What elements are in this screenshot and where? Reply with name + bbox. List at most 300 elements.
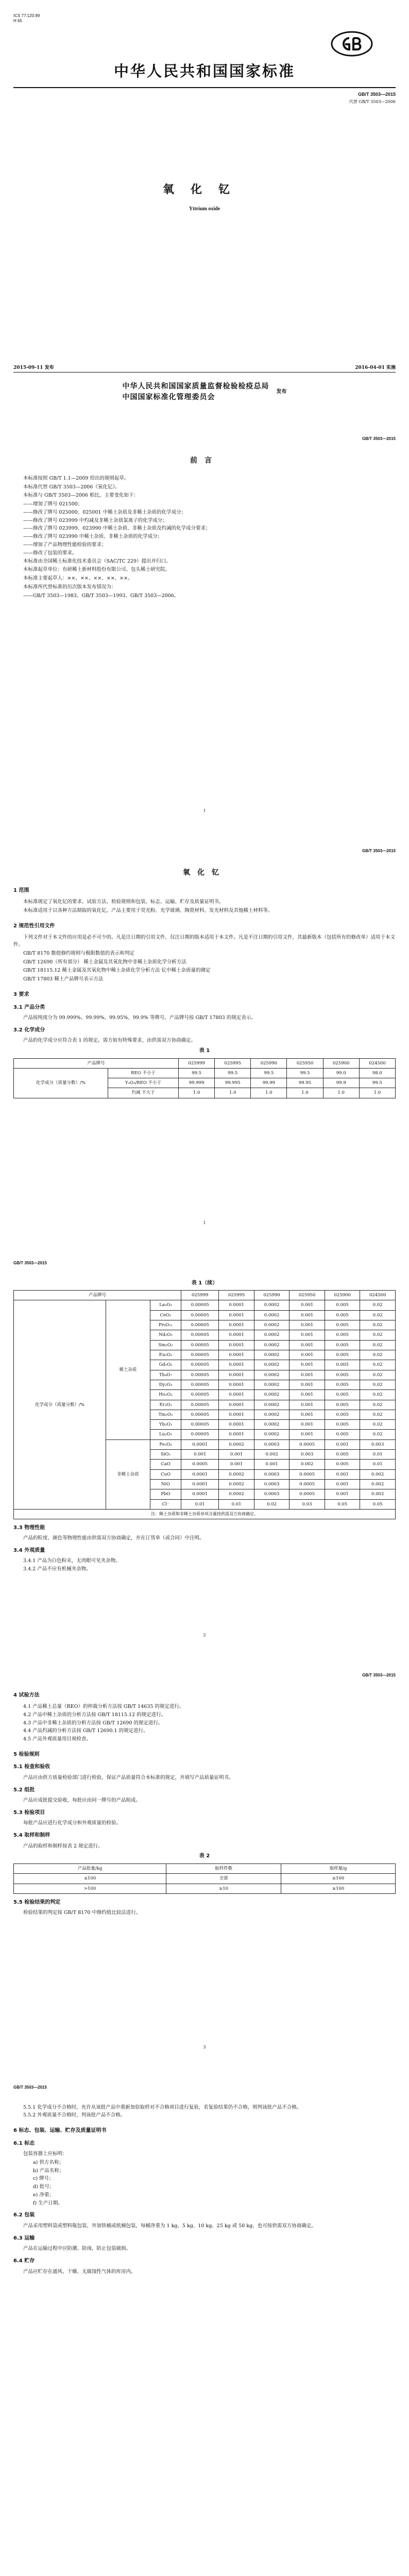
table-cell: 0.02 [360, 1360, 396, 1370]
table-header-cell: 产品批量/kg [14, 1863, 166, 1873]
paragraph: 本标准规定了氧化钇的要求、试验方法、检验规则和包装、标志、运输、贮存及质量证明书。 [23, 899, 224, 905]
table-body [14, 1874, 396, 1894]
table-cell: 0.0001 [219, 1410, 254, 1419]
reference: GB/T 17803 稀土产品牌号表示方法 [23, 976, 104, 982]
table-header-row [14, 1058, 396, 1068]
table-cell: 0.0002 [219, 1439, 254, 1449]
paragraph: ——修改了牌号 025000、025001 中稀土杂质及非稀土杂质的化学成分； [23, 509, 186, 515]
section-1-title: 1 范围 [13, 887, 29, 893]
table-cell: 1.0 [179, 1088, 215, 1098]
table-row [14, 1068, 396, 1078]
table-cell: Eu₂O₃ [150, 1350, 181, 1360]
table-cell: 0.0001 [181, 1439, 219, 1449]
product-name-en: Yttrium oxide [189, 206, 220, 212]
paragraph: 本标准按照 GB/T 1.1—2009 给出的规则起草。 [23, 475, 129, 481]
table-cell: 1.0 [251, 1088, 287, 1098]
table-header-cell: 025950 [289, 1291, 325, 1300]
table-cell: 99.5 [287, 1068, 323, 1078]
table-cell: SiO₂ [150, 1450, 181, 1460]
reference: GB/T 18115.12 稀土金属及其氧化物中稀土杂质化学分析方法 钇中稀土杂质量的测定 [23, 968, 211, 974]
clause: 4.3 产品中非稀土杂质的分析方法按 GB/T 12690 的规定进行。 [23, 1720, 163, 1726]
page-number: I [203, 808, 206, 814]
page-number: 2 [203, 1633, 206, 1638]
table-cell: 0.002 [254, 1450, 289, 1460]
table-cell: 0.00005 [181, 1310, 219, 1320]
table-cell: 0.02 [360, 1390, 396, 1400]
table-cell: 0.02 [360, 1410, 396, 1419]
table-cell: 0.02 [360, 1340, 396, 1350]
table-header-cell: 025900 [323, 1058, 359, 1068]
content-page-4 [0, 2071, 409, 2483]
list-item: e) 净重； [33, 2192, 54, 2198]
table-cell: 0.0002 [219, 1480, 254, 1489]
replaces-note: 代替 GB/T 3503—2006 [349, 99, 396, 104]
paragraph: 产品按纯度分为 99.999%、99.99%、99.95%、99.9% 等牌号，产品牌号按 GB/T 17803 的规定表示。 [23, 1015, 256, 1021]
page-header: GB/T 3503—2015 [362, 436, 396, 441]
table-cell: 0.001 [325, 1489, 360, 1499]
clause: 3.4.1 产品为白色粉末，无肉眼可见夹杂物。 [23, 1558, 121, 1564]
table-row [14, 1874, 396, 1884]
table-cell: 0.0001 [219, 1330, 254, 1340]
table-cell: 0.00005 [181, 1400, 219, 1410]
cover-page [0, 0, 409, 422]
table-header-cell: 取样件数 [166, 1863, 281, 1873]
table-cell: 0.0001 [181, 1469, 219, 1479]
table-cell: 0.0002 [254, 1310, 289, 1320]
issuers [0, 381, 409, 403]
clause: 5.5.1 化学成分不合格时，允许从该批产品中重新加倍取样对不合格项目进行复验，若复验结果仍不合格，则判该批产品不合格。 [23, 2104, 302, 2110]
table-cell: ≥10 [166, 1884, 281, 1893]
table-group-cell: 非稀土杂质 [106, 1439, 150, 1509]
table-cell: 0.00005 [181, 1380, 219, 1389]
clause: 4.5 产品外观质量用目视检查。 [23, 1736, 92, 1742]
subsection-title: 3.1 产品分类 [13, 1004, 45, 1010]
subsection-title: 6.4 贮存 [13, 2258, 35, 2264]
section-6-title: 6 标志、包装、运输、贮存及质量证明书 [13, 2128, 107, 2134]
table-cell: 0.02 [360, 1380, 396, 1389]
table-cell: 0.005 [325, 1430, 360, 1439]
table-cell: ≥100 [281, 1884, 396, 1893]
gb-logo-icon [331, 31, 373, 57]
table-cell: 0.00005 [181, 1320, 219, 1330]
implementation-date: 2016-04-01 实施 [355, 365, 396, 370]
table-cell: Yb₂O₃ [150, 1420, 181, 1430]
clause: 4.4 产品灼减的分析方法按 GB/T 12690.1 的规定进行。 [23, 1728, 148, 1734]
table-cell: 0.001 [289, 1310, 325, 1320]
table-cell: 0.003 [360, 1439, 396, 1449]
page-header: GB/T 3503—2015 [362, 1673, 396, 1677]
table-note-row [14, 1509, 396, 1519]
table-cell: 0.00005 [181, 1430, 219, 1439]
subsection-title: 5.5 检验结果的判定 [13, 1899, 61, 1905]
table-header-cell: 025900 [325, 1291, 360, 1300]
table-cell: 0.005 [325, 1460, 360, 1469]
table-cell: 0.0001 [181, 1480, 219, 1489]
table-cell: 0.002 [360, 1489, 396, 1499]
paragraph: ——修改了牌号 023990 中稀土杂质、非稀土杂质的化学成分； [23, 534, 163, 540]
table-cell: 0.01 [360, 1460, 396, 1469]
table-cell: 99.995 [215, 1078, 251, 1088]
table-cell: 0.001 [289, 1410, 325, 1419]
clause: 5.5.2 外观质量不合格时，判该批产品不合格。 [23, 2112, 126, 2119]
table-cell: 0.03 [289, 1499, 325, 1509]
table-cell: 0.01 [360, 1450, 396, 1460]
table-cell: 0.0003 [254, 1439, 289, 1449]
foreword-body [13, 475, 396, 599]
clause: 4.2 产品中稀土杂质的分析方法按 GB/T 18115.12 的规定进行。 [23, 1711, 166, 1718]
paragraph: 产品的取样和制样按表 2 规定进行。 [23, 1843, 103, 1849]
table-cell: 0.0002 [254, 1370, 289, 1380]
product-name: 氧化钇 [162, 183, 246, 197]
table-cell: REO 不小于 [108, 1068, 179, 1078]
cover-dates [13, 365, 396, 371]
paragraph: 下列文件对于本文件的应用是必不可少的。凡是注日期的引用文件，仅注日期的版本适用于本文件。凡是不注日期的引用文件，其最新版本（包括所有的修改单）适用于本文件。 [13, 935, 396, 948]
table-cell: 0.0001 [219, 1370, 254, 1380]
page-header: GB/T 3503—2015 [13, 2085, 47, 2090]
table-cell: 0.001 [289, 1390, 325, 1400]
table-cell: 0.0003 [254, 1480, 289, 1489]
table-cell: 0.02 [360, 1310, 396, 1320]
table-cell: 0.0001 [219, 1400, 254, 1410]
paragraph: 产品应贮存在通风、干燥、无腐蚀性气体的库房内。 [23, 2268, 136, 2275]
table-cell: 0.0001 [219, 1360, 254, 1370]
table-cell: Gd₂O₃ [150, 1360, 181, 1370]
table-cell: 0.0002 [219, 1489, 254, 1499]
issuer-2: 中国国家标准化管理委员会 [122, 393, 215, 401]
table-cell: ≥100 [281, 1874, 396, 1884]
table-cell: >100 [14, 1884, 166, 1893]
table-group-cell: 稀土杂质 [106, 1300, 150, 1439]
ccs-code: H 65 [13, 19, 22, 24]
table-cell: 0.0001 [219, 1310, 254, 1320]
table-cell: Fe₂O₃ [150, 1439, 181, 1449]
ics-code: ICS 77.120.99 [13, 13, 40, 18]
table-cell: Dy₂O₃ [150, 1380, 181, 1389]
table-header-cell: 产品牌号 [14, 1291, 181, 1300]
table-cell: 0.02 [360, 1320, 396, 1330]
paragraph: 产品的化学成分应符合表 1 的规定。需方如有特殊要求，由供需双方协商确定。 [23, 1038, 196, 1044]
paragraph: 本标准代替 GB/T 3503—2006《氧化钇》。 [23, 484, 120, 490]
table-cell: 0.002 [360, 1480, 396, 1489]
table-cell: 0.0001 [219, 1300, 254, 1310]
table-cell: 0.02 [360, 1420, 396, 1430]
table-cell: 0.0003 [254, 1489, 289, 1499]
subsection-title: 5.1 检查和验收 [13, 1764, 50, 1770]
table-cell: 0.0001 [219, 1340, 254, 1350]
table-header-cell: 025990 [254, 1291, 289, 1300]
table-cell: 0.0002 [254, 1410, 289, 1419]
table-cell: CuO [150, 1469, 181, 1479]
table-cell: 化学成分（质量分数）/% [14, 1068, 108, 1098]
subsection-title: 3.2 化学成分 [13, 1027, 45, 1033]
clause: 3.4.2 产品不应有机械夹杂物。 [23, 1566, 91, 1572]
table-cell: 0.001 [325, 1480, 360, 1489]
table-cell: Nd₂O₃ [150, 1330, 181, 1340]
subsection-title: 3.3 物理性能 [13, 1524, 45, 1531]
table-cell: 0.00005 [181, 1410, 219, 1419]
page-header: GB/T 3503—2015 [362, 849, 396, 853]
paragraph: 产品的粒度、颜色等物理性能由供需双方协商确定，并在订货单（或合同）中注明。 [23, 1535, 204, 1541]
table-cell: 0.0001 [219, 1390, 254, 1400]
table-cell: PbO [150, 1489, 181, 1499]
table-cell: 0.0002 [254, 1380, 289, 1389]
section-5-title: 5 检验规则 [13, 1751, 40, 1757]
table-cell: 0.001 [219, 1450, 254, 1460]
paragraph: ——GB/T 3503—1983、GB/T 3503—1993、GB/T 3503—2006。 [23, 592, 179, 599]
table-cell: 0.0002 [254, 1390, 289, 1400]
table-header-cell: 取样量/g [281, 1863, 396, 1873]
table-header-cell: 025999 [181, 1291, 219, 1300]
subsection-title: 5.4 取样和制样 [13, 1833, 50, 1839]
body-title: 氧化钇 [183, 868, 226, 877]
table-cell: 0.0002 [254, 1430, 289, 1439]
table-cell: 0.001 [254, 1460, 289, 1469]
table-cell: 0.05 [360, 1499, 396, 1509]
table-cell: 0.001 [219, 1460, 254, 1469]
table-cell: 0.00005 [181, 1340, 219, 1350]
subsection-title: 5.3 检验项目 [13, 1809, 45, 1816]
paragraph: 本标准与 GB/T 3503—2006 相比，主要变化如下： [23, 493, 139, 499]
table-cell: 0.001 [289, 1400, 325, 1410]
paragraph: 本标准所代替标准的历次版本发布情况为： [23, 584, 116, 590]
table-cell: 0.005 [325, 1360, 360, 1370]
table-cell: 0.0005 [289, 1480, 325, 1489]
content-page-2 [0, 1247, 409, 1659]
table-cell: 0.0002 [254, 1350, 289, 1360]
table-header-cell: 025990 [251, 1058, 287, 1068]
list-item: f) 生产日期。 [33, 2200, 63, 2206]
table-cell: 0.01 [219, 1499, 254, 1509]
table-cell: 1.0 [215, 1088, 251, 1098]
composition-table [13, 1058, 396, 1098]
reference: GB/T 12690（所有部分） 稀土金属及其氧化物中非稀土杂质化学分析方法 [23, 959, 186, 965]
page-number: 1 [203, 1221, 206, 1226]
paragraph: ——增加了牌号 021500； [23, 501, 83, 507]
paragraph: 包装容器上应标明： [23, 2151, 67, 2157]
paragraph: 产品应由供方质量检验部门进行检验，保证产品质量符合本标准的规定，并填写产品质量证明书。 [23, 1774, 234, 1781]
table-cell: 99.95 [287, 1078, 323, 1088]
table-cell: 0.005 [325, 1420, 360, 1430]
table-cell: 0.0002 [254, 1330, 289, 1340]
table-cell: 0.0002 [254, 1320, 289, 1330]
subsection-title: 6.3 运输 [13, 2235, 35, 2241]
table-cell: 0.001 [325, 1439, 360, 1449]
table-cell: 0.005 [325, 1340, 360, 1350]
table-cell: 0.01 [181, 1499, 219, 1509]
table-cell: 0.02 [360, 1400, 396, 1410]
paragraph: 产品应成批提交验收，每批应由同一牌号的产品组成。 [23, 1798, 141, 1804]
section-4-title: 4 试验方法 [13, 1692, 40, 1698]
table-cell: 0.005 [325, 1370, 360, 1380]
section-2-title: 2 规范性引用文件 [13, 923, 55, 929]
table-note: 注：稀土杂质和非稀土杂质单项含量按供需双方协商确定。 [14, 1509, 396, 1519]
paragraph: 本标准主要起草人：××、××、××、××、××。 [23, 575, 133, 582]
paragraph: ——增加了产品物理性能检验的要求； [23, 542, 107, 548]
paragraph: ——修改了牌号 023999、023990 中稀土杂质、非稀土杂质及灼减的化学成分要求； [23, 526, 211, 532]
table-row [14, 1300, 396, 1310]
table-group-cell: 化学成分（质量分数）/% [14, 1300, 106, 1510]
table-cell: 0.0002 [254, 1340, 289, 1350]
table-cell: 0.00005 [181, 1370, 219, 1380]
table-header-cell: 025995 [215, 1058, 251, 1068]
standard-title: 中华人民共和国国家标准 [113, 62, 295, 80]
table-caption: 表 1 [199, 1048, 210, 1054]
table-cell: 1.0 [323, 1088, 359, 1098]
subsection-title: 6.2 包装 [13, 2212, 35, 2218]
table-cell: 0.005 [325, 1350, 360, 1360]
paragraph: 每批产品应进行化学成分和外观质量的检验。 [23, 1820, 122, 1826]
table-cell: 98.0 [359, 1068, 395, 1078]
table-cell: 0.0003 [254, 1469, 289, 1479]
list-item: d) 批号； [33, 2184, 55, 2190]
table-header-cell: 024500 [359, 1058, 395, 1068]
table-cell: 0.0001 [219, 1430, 254, 1439]
table-cell: 0.001 [289, 1350, 325, 1360]
classification-codes [13, 13, 396, 24]
table-cell: 0.001 [289, 1300, 325, 1310]
paragraph: ——修改了牌号 023999 中灼减及非稀土杂质氯离子的化学成分； [23, 517, 167, 523]
table-cell: 0.0002 [219, 1469, 254, 1479]
table-cell: 0.005 [325, 1450, 360, 1460]
table-cell: 0.001 [289, 1340, 325, 1350]
issue-date: 2015-09-11 发布 [13, 365, 54, 370]
section-3-title: 3 要求 [13, 992, 29, 998]
table-cell: Tm₂O₃ [150, 1410, 181, 1419]
paragraph: 本标准起草单位：有研稀土新材料股份有限公司、包头稀土研究院。 [23, 567, 171, 573]
table-cell: 0.02 [360, 1330, 396, 1340]
table-cell: 99.0 [323, 1068, 359, 1078]
table-cell: 0.005 [325, 1410, 360, 1419]
table-cell: 0.001 [289, 1320, 325, 1330]
list-item: b) 产品名称； [33, 2167, 64, 2174]
table-cell: 0.0005 [289, 1489, 325, 1499]
table-cell: 0.001 [289, 1420, 325, 1430]
subsection-title: 5.2 组批 [13, 1787, 35, 1793]
composition-table-continued [13, 1290, 396, 1519]
table-header-cell: 产品牌号 [14, 1058, 179, 1068]
standard-code: GB/T 3503—2015 [357, 91, 396, 97]
table-cell: 0.001 [289, 1430, 325, 1439]
table-cell: 全部 [166, 1874, 281, 1884]
foreword-page [0, 422, 409, 835]
paragraph: 本标准适用于以各种方法制取的氧化钇，产品主要用于荧光粉、光学玻璃、陶瓷材料、发光材料及其他稀土材料等。 [23, 908, 273, 914]
table-cell: 0.002 [360, 1469, 396, 1479]
table-cell: 灼减 不大于 [108, 1088, 179, 1098]
table-cell: 0.001 [289, 1330, 325, 1340]
table-caption: 表 1（续） [191, 1280, 218, 1286]
table-header-cell: 025950 [287, 1058, 323, 1068]
table-cell: Tb₄O₇ [150, 1370, 181, 1380]
table-cell: 0.0001 [219, 1350, 254, 1360]
table-cell: 1.0 [359, 1088, 395, 1098]
table-body [14, 1300, 396, 1519]
table-cell: Pr₆O₁₁ [150, 1320, 181, 1330]
issuer-tag: 发布 [276, 388, 287, 395]
sampling-table [13, 1863, 396, 1894]
table-cell: 0.0002 [254, 1400, 289, 1410]
table-header-cell: 025999 [179, 1058, 215, 1068]
issuer-1: 中华人民共和国国家质量监督检验检疫总局 [122, 382, 269, 391]
table-cell: La₂O₃ [150, 1300, 181, 1310]
table-cell: 0.005 [325, 1380, 360, 1389]
paragraph: ——修改了包装的要求。 [23, 550, 77, 556]
cover-rule [13, 87, 396, 88]
table-cell: 0.02 [360, 1430, 396, 1439]
table-cell: 0.0002 [254, 1300, 289, 1310]
page-header: GB/T 3503—2015 [13, 1261, 47, 1265]
table-cell: 0.0001 [181, 1489, 219, 1499]
table-cell: 0.005 [325, 1400, 360, 1410]
table-body [14, 1068, 396, 1098]
table-cell: 0.0002 [254, 1360, 289, 1370]
table-cell: 0.02 [360, 1300, 396, 1310]
table-cell: 0.001 [289, 1370, 325, 1380]
table-cell: 0.0001 [219, 1420, 254, 1430]
foreword-title: 前言 [190, 456, 219, 465]
table-cell: 0.005 [325, 1320, 360, 1330]
table-cell: 0.005 [325, 1390, 360, 1400]
table-cell: 0.001 [289, 1360, 325, 1370]
table-caption: 表 2 [199, 1853, 210, 1859]
table-header-row [14, 1863, 396, 1873]
paragraph: 本标准由全国稀土标准化技术委员会（SAC/TC 229）提出并归口。 [23, 558, 171, 564]
table-cell: NiO [150, 1480, 181, 1489]
clause: 4.1 产品稀土总量（REO）的仲裁分析方法按 GB/T 14635 的规定进行。 [23, 1704, 184, 1710]
table-cell: 99.9 [323, 1078, 359, 1088]
table-cell: 0.001 [181, 1450, 219, 1460]
subsection-title: 6.1 标志 [13, 2140, 35, 2146]
table-cell: 0.00005 [181, 1350, 219, 1360]
table-cell: 99.5 [251, 1068, 287, 1078]
table-cell: 99.5 [359, 1078, 395, 1088]
table-cell: 0.005 [325, 1330, 360, 1340]
table-cell: 0.0001 [219, 1320, 254, 1330]
table-cell: 0.003 [289, 1450, 325, 1460]
table-cell: 1.0 [287, 1088, 323, 1098]
reference: GB/T 8170 数值修约规则与极限数值的表示和判定 [23, 950, 134, 956]
table-cell: 0.0005 [181, 1460, 219, 1469]
table-header-row [14, 1291, 396, 1300]
content-page-3 [0, 1659, 409, 2071]
table-cell: 0.00005 [181, 1420, 219, 1430]
content-page-1 [0, 835, 409, 1247]
list-item: c) 牌号； [33, 2176, 54, 2182]
table-cell: 0.005 [325, 1300, 360, 1310]
table-cell: Lu₂O₃ [150, 1430, 181, 1439]
table-header-cell: 025995 [219, 1291, 254, 1300]
table-cell: 99.5 [215, 1068, 251, 1078]
table-cell: 99.999 [179, 1078, 215, 1088]
list-item: a) 供方名称； [33, 2159, 64, 2165]
table-cell: 0.00005 [181, 1390, 219, 1400]
table-cell: 0.002 [289, 1460, 325, 1469]
table-header-cell: 024500 [360, 1291, 396, 1300]
table-cell: Y₂O₃/REO 不小于 [108, 1078, 179, 1088]
table-cell: 0.02 [360, 1370, 396, 1380]
subsection-title: 3.4 外观质量 [13, 1547, 45, 1553]
paragraph: 产品在运输过程中应防潮、防雨，防止包装破损。 [23, 2246, 131, 2252]
table-cell: 0.005 [325, 1310, 360, 1320]
table-row [14, 1884, 396, 1893]
table-cell: 0.0002 [254, 1420, 289, 1430]
table-cell: 0.0005 [289, 1469, 325, 1479]
table-cell: 99.99 [251, 1078, 287, 1088]
table-cell: 0.02 [254, 1499, 289, 1509]
table-cell: 99.5 [179, 1068, 215, 1078]
table-cell: 0.05 [325, 1499, 360, 1509]
table-cell: 0.001 [325, 1469, 360, 1479]
table-cell: 0.00005 [181, 1330, 219, 1340]
